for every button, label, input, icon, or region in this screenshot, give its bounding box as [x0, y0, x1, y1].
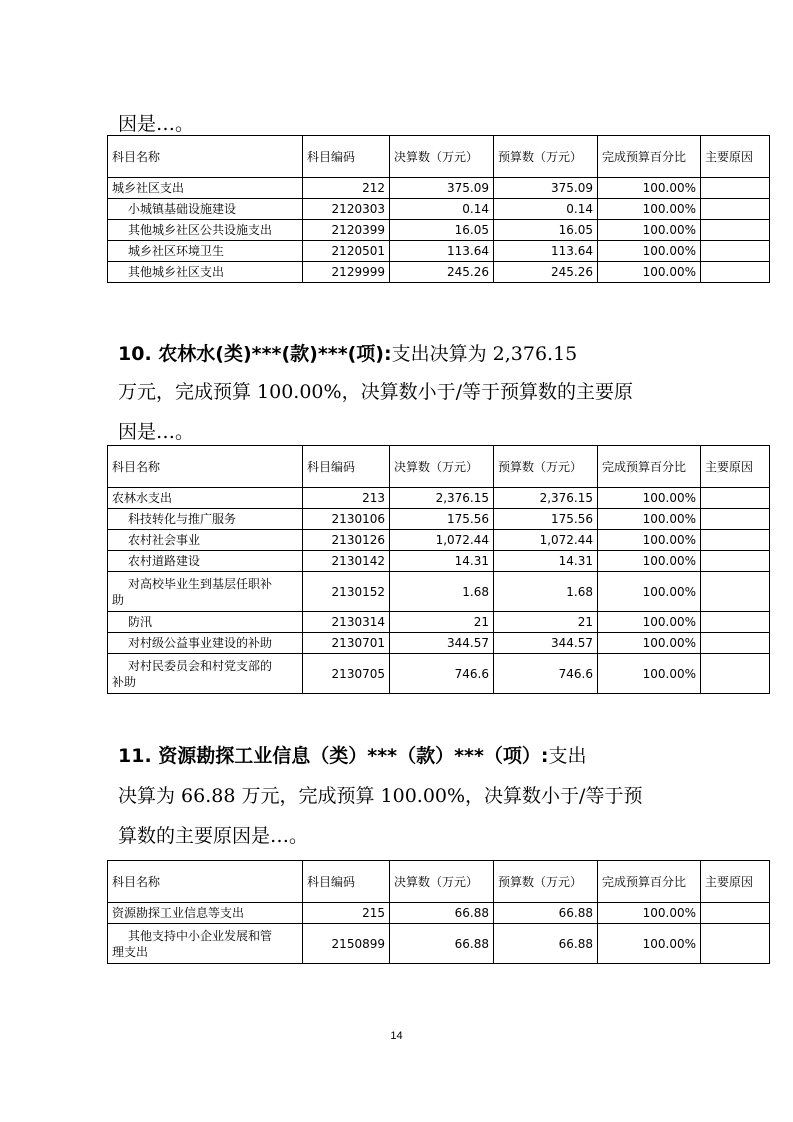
subject-code-cell: 2120501 — [303, 241, 390, 262]
table-row — [108, 241, 770, 262]
subject-name-cell: 其他城乡社区支出 — [108, 262, 303, 283]
main-reason-cell — [701, 262, 770, 283]
subject-code-cell: 2130705 — [303, 654, 390, 694]
section-10-line2: 万元，完成预算 100.00%，决算数小于/等于预算数的主要原 — [118, 381, 633, 403]
final-amount-cell: 375.09 — [390, 178, 494, 199]
completion-pct-cell: 100.00% — [598, 924, 701, 964]
subject-code-cell: 2130314 — [303, 612, 390, 633]
table-row — [108, 199, 770, 220]
column-header: 主要原因 — [701, 861, 770, 903]
budget-table-3 — [107, 860, 770, 964]
budget-amount-cell: 344.57 — [494, 633, 598, 654]
table-row — [108, 178, 770, 199]
column-header: 主要原因 — [701, 136, 770, 178]
subject-name-line: 助 — [112, 592, 125, 607]
table-header-row — [108, 446, 770, 488]
table-row — [108, 509, 770, 530]
table-row — [108, 572, 770, 612]
subject-name-cell: 对村级公益事业建设的补助 — [108, 633, 303, 654]
column-header: 科目编码 — [303, 136, 390, 178]
completion-pct-cell: 100.00% — [598, 241, 701, 262]
main-reason-cell — [701, 178, 770, 199]
completion-pct-cell: 100.00% — [598, 551, 701, 572]
subject-name-cell: 科技转化与推广服务 — [108, 509, 303, 530]
subject-code-cell: 2130106 — [303, 509, 390, 530]
main-reason-cell — [701, 612, 770, 633]
subject-code-cell: 2120303 — [303, 199, 390, 220]
page-number: 14 — [390, 1030, 403, 1042]
subject-code-cell: 2130152 — [303, 572, 390, 612]
column-header: 完成预算百分比 — [598, 861, 701, 903]
completion-pct-cell: 100.00% — [598, 633, 701, 654]
subject-name-cell: 农林水支出 — [108, 488, 303, 509]
subject-code-cell: 2130126 — [303, 530, 390, 551]
section-10-heading: 10. 农林水(类)***(款)***(项): — [118, 343, 392, 365]
table-row — [108, 262, 770, 283]
budget-amount-cell: 245.26 — [494, 262, 598, 283]
budget-table-2 — [107, 445, 770, 694]
section-11-line3: 算数的主要原因是…。 — [118, 825, 309, 847]
column-header: 完成预算百分比 — [598, 136, 701, 178]
final-amount-cell: 66.88 — [390, 924, 494, 964]
subject-name-cell: 城乡社区支出 — [108, 178, 303, 199]
section-11-line1 — [118, 744, 678, 768]
section-10-line1-text: 支出决算为 2,376.15 — [391, 343, 578, 365]
completion-pct-cell: 100.00% — [598, 220, 701, 241]
subject-name-line: 对高校毕业生到基层任职补 — [128, 576, 273, 591]
column-header: 科目编码 — [303, 446, 390, 488]
section-11-heading: 11. 资源勘探工业信息（类）***（款）***（项）: — [118, 745, 549, 767]
main-reason-cell — [701, 572, 770, 612]
main-reason-cell — [701, 220, 770, 241]
budget-amount-cell: 375.09 — [494, 178, 598, 199]
subject-name-cell: 农村社会事业 — [108, 530, 303, 551]
subject-name-cell: 小城镇基础设施建设 — [108, 199, 303, 220]
main-reason-cell — [701, 551, 770, 572]
final-amount-cell: 66.88 — [390, 903, 494, 924]
final-amount-cell: 0.14 — [390, 199, 494, 220]
final-amount-cell: 14.31 — [390, 551, 494, 572]
final-amount-cell: 175.56 — [390, 509, 494, 530]
budget-amount-cell: 16.05 — [494, 220, 598, 241]
main-reason-cell — [701, 530, 770, 551]
final-amount-cell: 1.68 — [390, 572, 494, 612]
table-header-row — [108, 136, 770, 178]
subject-name-line: 对村民委员会和村党支部的 — [128, 658, 273, 673]
table-row — [108, 654, 770, 694]
subject-name-cell — [108, 654, 303, 694]
table-row — [108, 612, 770, 633]
final-amount-cell: 2,376.15 — [390, 488, 494, 509]
subject-code-cell: 2130701 — [303, 633, 390, 654]
subject-name-cell — [108, 924, 303, 964]
final-amount-cell: 746.6 — [390, 654, 494, 694]
budget-table-1 — [107, 135, 770, 283]
column-header: 完成预算百分比 — [598, 446, 701, 488]
main-reason-cell — [701, 924, 770, 964]
subject-code-cell: 2130142 — [303, 551, 390, 572]
completion-pct-cell: 100.00% — [598, 530, 701, 551]
column-header: 科目编码 — [303, 861, 390, 903]
table-row — [108, 488, 770, 509]
table-row — [108, 924, 770, 964]
subject-name-cell: 农村道路建设 — [108, 551, 303, 572]
budget-amount-cell: 1.68 — [494, 572, 598, 612]
subject-name-cell: 资源勘探工业信息等支出 — [108, 903, 303, 924]
budget-amount-cell: 21 — [494, 612, 598, 633]
column-header: 预算数（万元） — [494, 861, 598, 903]
subject-code-cell: 215 — [303, 903, 390, 924]
budget-amount-cell: 14.31 — [494, 551, 598, 572]
column-header: 科目名称 — [108, 446, 303, 488]
table-row — [108, 530, 770, 551]
top-text: 因是…。 — [118, 113, 195, 135]
main-reason-cell — [701, 509, 770, 530]
budget-amount-cell: 175.56 — [494, 509, 598, 530]
column-header: 决算数（万元） — [390, 136, 494, 178]
final-amount-cell: 1,072.44 — [390, 530, 494, 551]
section-11-line1-text: 支出 — [548, 745, 587, 767]
table-row — [108, 903, 770, 924]
final-amount-cell: 16.05 — [390, 220, 494, 241]
main-reason-cell — [701, 654, 770, 694]
completion-pct-cell: 100.00% — [598, 488, 701, 509]
section-10-line3: 因是…。 — [118, 421, 195, 443]
main-reason-cell — [701, 633, 770, 654]
column-header: 决算数（万元） — [390, 446, 494, 488]
main-reason-cell — [701, 488, 770, 509]
budget-amount-cell: 746.6 — [494, 654, 598, 694]
table-row — [108, 551, 770, 572]
completion-pct-cell: 100.00% — [598, 903, 701, 924]
completion-pct-cell: 100.00% — [598, 178, 701, 199]
budget-amount-cell: 1,072.44 — [494, 530, 598, 551]
completion-pct-cell: 100.00% — [598, 262, 701, 283]
column-header: 科目名称 — [108, 136, 303, 178]
column-header: 预算数（万元） — [494, 446, 598, 488]
budget-amount-cell: 66.88 — [494, 903, 598, 924]
final-amount-cell: 113.64 — [390, 241, 494, 262]
budget-amount-cell: 0.14 — [494, 199, 598, 220]
main-reason-cell — [701, 199, 770, 220]
subject-name-line: 理支出 — [112, 944, 149, 959]
table-row — [108, 633, 770, 654]
subject-name-line: 其他支持中小企业发展和管 — [128, 928, 273, 943]
table-header-row — [108, 861, 770, 903]
subject-name-cell: 其他城乡社区公共设施支出 — [108, 220, 303, 241]
main-reason-cell — [701, 903, 770, 924]
completion-pct-cell: 100.00% — [598, 199, 701, 220]
budget-amount-cell: 113.64 — [494, 241, 598, 262]
final-amount-cell: 21 — [390, 612, 494, 633]
completion-pct-cell: 100.00% — [598, 572, 701, 612]
budget-amount-cell: 2,376.15 — [494, 488, 598, 509]
column-header: 决算数（万元） — [390, 861, 494, 903]
subject-name-line: 补助 — [112, 674, 137, 689]
column-header: 科目名称 — [108, 861, 303, 903]
subject-name-cell: 城乡社区环境卫生 — [108, 241, 303, 262]
column-header: 主要原因 — [701, 446, 770, 488]
subject-code-cell: 212 — [303, 178, 390, 199]
column-header: 预算数（万元） — [494, 136, 598, 178]
section-10-line1 — [118, 342, 678, 366]
subject-name-cell — [108, 572, 303, 612]
final-amount-cell: 245.26 — [390, 262, 494, 283]
subject-name-cell: 防汛 — [108, 612, 303, 633]
completion-pct-cell: 100.00% — [598, 612, 701, 633]
completion-pct-cell: 100.00% — [598, 654, 701, 694]
table-row — [108, 220, 770, 241]
section-11-line2: 决算为 66.88 万元，完成预算 100.00%，决算数小于/等于预 — [118, 785, 643, 807]
final-amount-cell: 344.57 — [390, 633, 494, 654]
subject-code-cell: 2120399 — [303, 220, 390, 241]
completion-pct-cell: 100.00% — [598, 509, 701, 530]
subject-code-cell: 2150899 — [303, 924, 390, 964]
budget-amount-cell: 66.88 — [494, 924, 598, 964]
subject-code-cell: 2129999 — [303, 262, 390, 283]
subject-code-cell: 213 — [303, 488, 390, 509]
main-reason-cell — [701, 241, 770, 262]
